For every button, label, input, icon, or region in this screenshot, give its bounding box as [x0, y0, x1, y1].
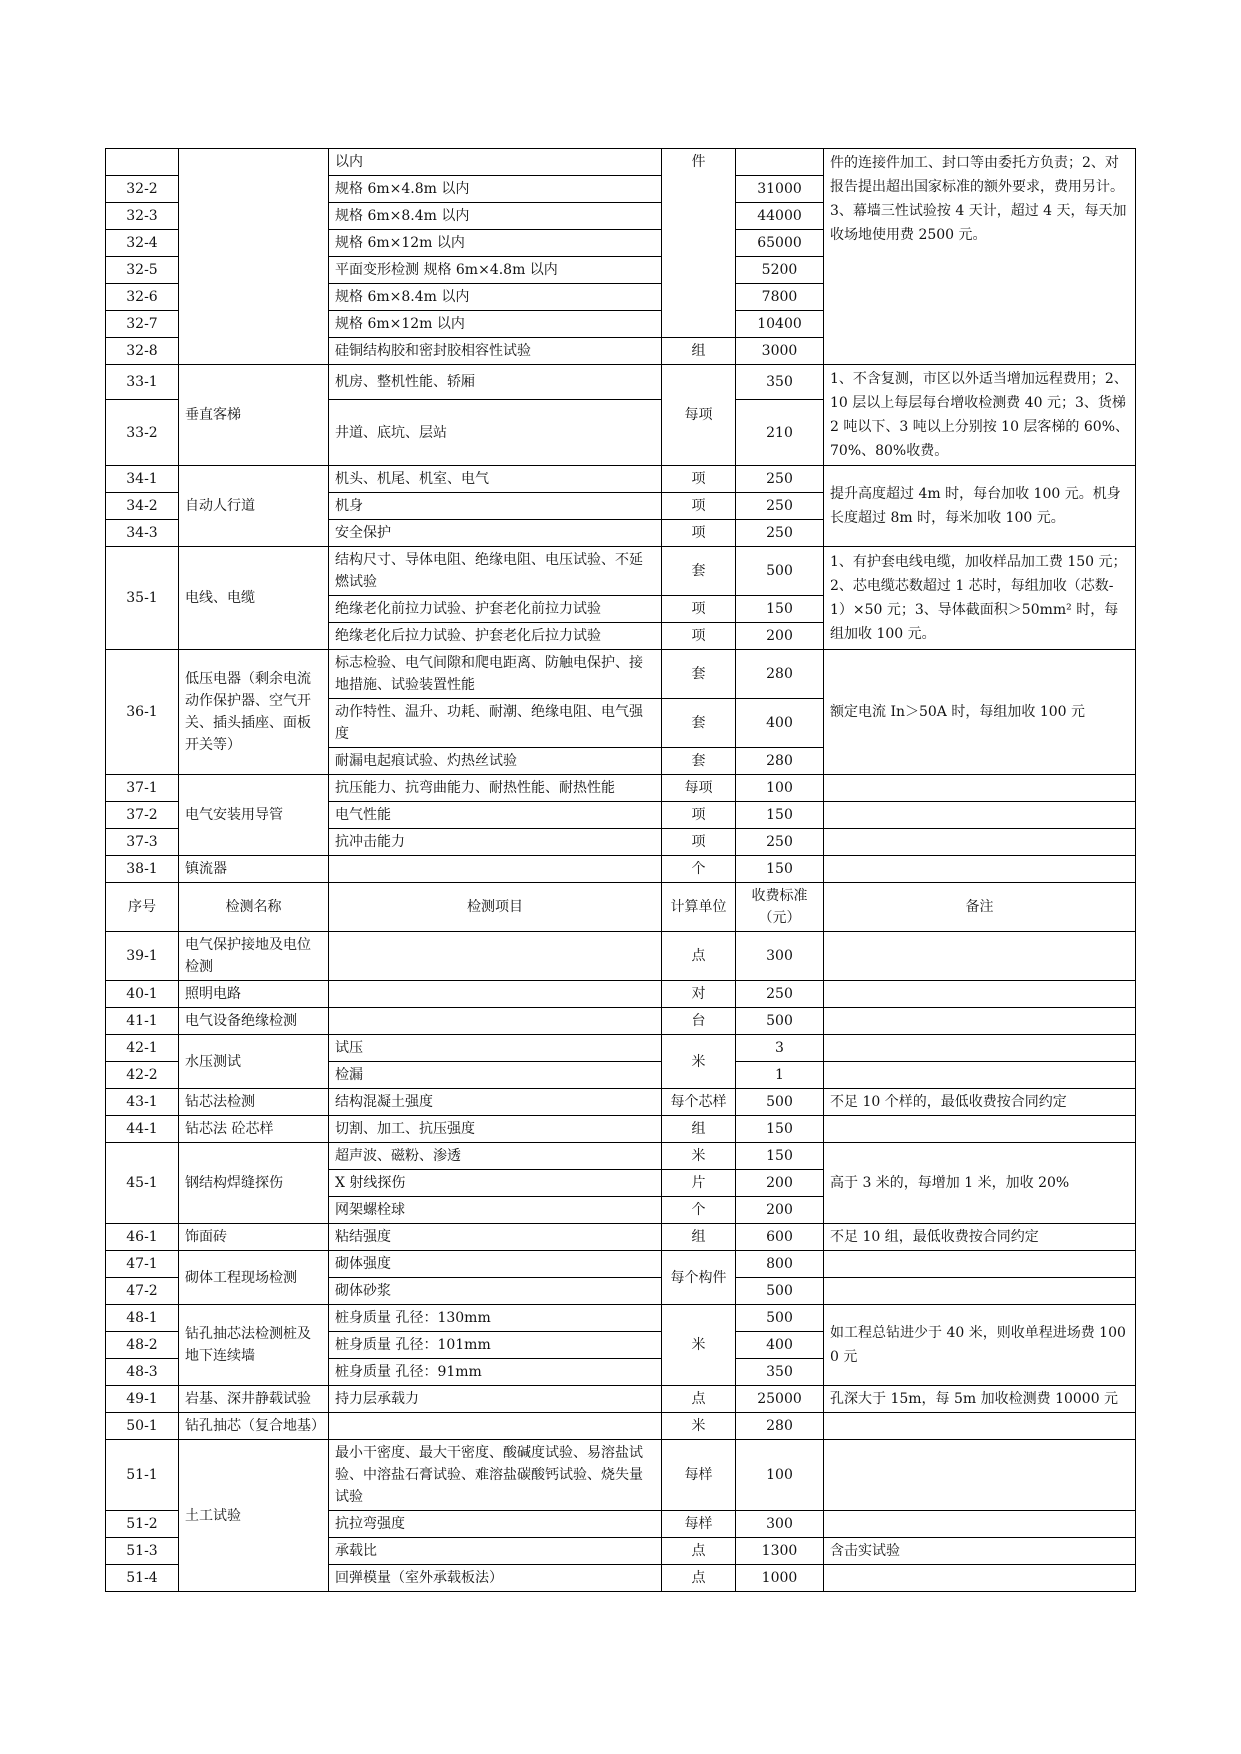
name-cell	[179, 149, 329, 365]
item-cell: 抗压能力、抗弯曲能力、耐热性能、耐热性能	[329, 775, 662, 802]
header-unit: 计算单位	[662, 883, 736, 932]
name-cell: 砌体工程现场检测	[179, 1251, 329, 1305]
remark-cell	[824, 1251, 1136, 1278]
remark-cell	[824, 829, 1136, 856]
seq-cell: 32-5	[106, 257, 179, 284]
seq-cell: 44-1	[106, 1116, 179, 1143]
item-cell: 试压	[329, 1035, 662, 1062]
table-row	[106, 1305, 1136, 1332]
unit-cell: 项	[662, 802, 736, 829]
item-cell: 安全保护	[329, 520, 662, 547]
table-row	[106, 1224, 1136, 1251]
table-row	[106, 1089, 1136, 1116]
fee-cell: 5200	[736, 257, 824, 284]
header-seq: 序号	[106, 883, 179, 932]
remark-cell: 件的连接件加工、封口等由委托方负责；2、对报告提出超出国家标准的额外要求，费用另计。3、幕墙三性试验按 4 天计，超过 4 天，每天加收场地使用费 2500 元。	[824, 149, 1136, 365]
unit-cell: 套	[662, 748, 736, 775]
fee-cell: 3000	[736, 338, 824, 365]
item-cell: 粘结强度	[329, 1224, 662, 1251]
fee-cell: 250	[736, 493, 824, 520]
seq-cell: 34-2	[106, 493, 179, 520]
item-cell: 抗冲击能力	[329, 829, 662, 856]
item-cell	[329, 1413, 662, 1440]
item-cell: 规格 6m×12m 以内	[329, 311, 662, 338]
fee-cell	[736, 149, 824, 176]
fee-cell: 250	[736, 829, 824, 856]
seq-cell: 33-2	[106, 400, 179, 466]
unit-cell: 项	[662, 466, 736, 493]
item-cell	[329, 981, 662, 1008]
name-cell: 电气设备绝缘检测	[179, 1008, 329, 1035]
unit-cell: 片	[662, 1170, 736, 1197]
remark-cell	[824, 1062, 1136, 1089]
unit-cell: 项	[662, 493, 736, 520]
unit-cell: 点	[662, 1386, 736, 1413]
fee-cell: 500	[736, 547, 824, 596]
fee-cell: 3	[736, 1035, 824, 1062]
remark-cell: 额定电流 In＞50A 时，每组加收 100 元	[824, 650, 1136, 775]
remark-cell: 含击实试验	[824, 1538, 1136, 1565]
table-row	[106, 932, 1136, 981]
item-cell: 检漏	[329, 1062, 662, 1089]
fee-cell: 250	[736, 466, 824, 493]
table-row	[106, 1386, 1136, 1413]
table-row	[106, 1116, 1136, 1143]
item-cell: 硅铜结构胶和密封胶相容性试验	[329, 338, 662, 365]
fee-cell: 65000	[736, 230, 824, 257]
name-cell: 水压测试	[179, 1035, 329, 1089]
name-cell: 钻芯法检测	[179, 1089, 329, 1116]
item-cell: 以内	[329, 149, 662, 176]
table-row	[106, 1251, 1136, 1278]
remark-cell: 提升高度超过 4m 时，每台加收 100 元。机身长度超过 8m 时，每米加收 100 元。	[824, 466, 1136, 547]
unit-cell: 套	[662, 699, 736, 748]
seq-cell: 45-1	[106, 1143, 179, 1224]
table-row	[106, 775, 1136, 802]
table-row	[106, 466, 1136, 493]
fee-cell: 500	[736, 1305, 824, 1332]
name-cell: 低压电器（剩余电流动作保护器、空气开关、插头插座、面板开关等）	[179, 650, 329, 775]
fee-cell: 200	[736, 623, 824, 650]
fee-cell: 31000	[736, 176, 824, 203]
remark-cell	[824, 802, 1136, 829]
fee-cell: 44000	[736, 203, 824, 230]
seq-cell: 36-1	[106, 650, 179, 775]
table-row	[106, 856, 1136, 883]
header-name: 检测名称	[179, 883, 329, 932]
seq-cell: 37-3	[106, 829, 179, 856]
header-remark: 备注	[824, 883, 1136, 932]
fee-cell: 350	[736, 365, 824, 400]
seq-cell: 48-3	[106, 1359, 179, 1386]
unit-cell: 套	[662, 547, 736, 596]
seq-cell	[106, 149, 179, 176]
seq-cell: 51-2	[106, 1511, 179, 1538]
fee-cell: 1	[736, 1062, 824, 1089]
fee-cell: 280	[736, 1413, 824, 1440]
seq-cell: 46-1	[106, 1224, 179, 1251]
item-cell: 超声波、磁粉、渗透	[329, 1143, 662, 1170]
fee-cell: 800	[736, 1251, 824, 1278]
unit-cell: 组	[662, 1116, 736, 1143]
item-cell: 持力层承载力	[329, 1386, 662, 1413]
remark-cell	[824, 1511, 1136, 1538]
seq-cell: 42-2	[106, 1062, 179, 1089]
unit-cell: 套	[662, 650, 736, 699]
remark-cell: 不足 10 个样的，最低收费按合同约定	[824, 1089, 1136, 1116]
fee-cell: 10400	[736, 311, 824, 338]
unit-cell: 项	[662, 596, 736, 623]
fee-cell: 400	[736, 699, 824, 748]
table-row	[106, 1035, 1136, 1062]
item-cell	[329, 932, 662, 981]
remark-cell: 如工程总钻进少于 40 米，则收单程进场费 1000 元	[824, 1305, 1136, 1386]
fee-cell: 500	[736, 1008, 824, 1035]
item-cell: 规格 6m×12m 以内	[329, 230, 662, 257]
table-row	[106, 1143, 1136, 1170]
item-cell: 井道、底坑、层站	[329, 400, 662, 466]
fee-cell: 350	[736, 1359, 824, 1386]
fee-cell: 150	[736, 802, 824, 829]
item-cell: 承载比	[329, 1538, 662, 1565]
seq-cell: 37-2	[106, 802, 179, 829]
seq-cell: 48-2	[106, 1332, 179, 1359]
name-cell: 照明电路	[179, 981, 329, 1008]
item-cell: 桩身质量 孔径：130mm	[329, 1305, 662, 1332]
remark-cell	[824, 1116, 1136, 1143]
name-cell: 电气安装用导管	[179, 775, 329, 856]
seq-cell: 32-6	[106, 284, 179, 311]
seq-cell: 32-7	[106, 311, 179, 338]
seq-cell: 35-1	[106, 547, 179, 650]
unit-cell: 米	[662, 1035, 736, 1089]
seq-cell: 34-3	[106, 520, 179, 547]
item-cell: 机头、机尾、机室、电气	[329, 466, 662, 493]
seq-cell: 32-8	[106, 338, 179, 365]
item-cell: 结构混凝土强度	[329, 1089, 662, 1116]
unit-cell: 米	[662, 1305, 736, 1386]
item-cell: 回弹模量（室外承载板法）	[329, 1565, 662, 1592]
unit-cell: 每项	[662, 775, 736, 802]
fee-cell: 150	[736, 1116, 824, 1143]
fee-cell: 250	[736, 520, 824, 547]
name-cell: 垂直客梯	[179, 365, 329, 466]
remark-cell	[824, 1008, 1136, 1035]
unit-cell: 项	[662, 623, 736, 650]
name-cell: 岩基、深井静载试验	[179, 1386, 329, 1413]
table-row	[106, 149, 1136, 176]
item-cell: 结构尺寸、导体电阻、绝缘电阻、电压试验、不延燃试验	[329, 547, 662, 596]
item-cell: 绝缘老化后拉力试验、护套老化后拉力试验	[329, 623, 662, 650]
unit-cell: 对	[662, 981, 736, 1008]
fee-cell: 280	[736, 748, 824, 775]
unit-cell: 组	[662, 338, 736, 365]
fee-cell: 280	[736, 650, 824, 699]
table-row	[106, 1440, 1136, 1511]
fee-cell: 300	[736, 932, 824, 981]
unit-cell: 项	[662, 829, 736, 856]
unit-cell: 每样	[662, 1440, 736, 1511]
seq-cell: 49-1	[106, 1386, 179, 1413]
seq-cell: 40-1	[106, 981, 179, 1008]
unit-cell: 点	[662, 1565, 736, 1592]
fee-table	[105, 148, 1136, 1592]
fee-cell: 250	[736, 981, 824, 1008]
name-cell: 自动人行道	[179, 466, 329, 547]
name-cell: 钻孔抽芯法检测桩及地下连续墙	[179, 1305, 329, 1386]
name-cell: 电线、电缆	[179, 547, 329, 650]
item-cell: 电气性能	[329, 802, 662, 829]
remark-cell: 高于 3 米的，每增加 1 米，加收 20%	[824, 1143, 1136, 1224]
remark-cell	[824, 932, 1136, 981]
header-fee: 收费标准（元）	[736, 883, 824, 932]
unit-cell: 每个芯样	[662, 1089, 736, 1116]
unit-cell: 米	[662, 1143, 736, 1170]
fee-cell: 1000	[736, 1565, 824, 1592]
table-row	[106, 981, 1136, 1008]
unit-cell: 个	[662, 1197, 736, 1224]
remark-cell: 1、不含复测，市区以外适当增加远程费用；2、10 层以上每层每台增收检测费 40 元；3、货梯 2 吨以下、3 吨以上分别按 10 层客梯的 60%、70%、80%收费。	[824, 365, 1136, 466]
name-cell: 钻芯法 砼芯样	[179, 1116, 329, 1143]
remark-cell: 孔深大于 15m，每 5m 加收检测费 10000 元	[824, 1386, 1136, 1413]
item-cell: 最小干密度、最大干密度、酸碱度试验、易溶盐试验、中溶盐石膏试验、难溶盐碳酸钙试验、烧失量试验	[329, 1440, 662, 1511]
name-cell: 电气保护接地及电位检测	[179, 932, 329, 981]
unit-cell: 台	[662, 1008, 736, 1035]
item-cell: 桩身质量 孔径：101mm	[329, 1332, 662, 1359]
fee-cell: 100	[736, 1440, 824, 1511]
fee-cell: 150	[736, 856, 824, 883]
seq-cell: 32-4	[106, 230, 179, 257]
item-cell: 平面变形检测 规格 6m×4.8m 以内	[329, 257, 662, 284]
name-cell: 饰面砖	[179, 1224, 329, 1251]
seq-cell: 33-1	[106, 365, 179, 400]
unit-cell: 每样	[662, 1511, 736, 1538]
unit-cell: 每个构件	[662, 1251, 736, 1305]
item-cell: 砌体砂浆	[329, 1278, 662, 1305]
item-cell: 绝缘老化前拉力试验、护套老化前拉力试验	[329, 596, 662, 623]
item-cell	[329, 856, 662, 883]
seq-cell: 47-2	[106, 1278, 179, 1305]
fee-cell: 300	[736, 1511, 824, 1538]
item-cell: 砌体强度	[329, 1251, 662, 1278]
table-header-row	[106, 883, 1136, 932]
fee-cell: 200	[736, 1197, 824, 1224]
unit-cell: 项	[662, 520, 736, 547]
remark-cell	[824, 775, 1136, 802]
item-cell: 抗拉弯强度	[329, 1511, 662, 1538]
seq-cell: 50-1	[106, 1413, 179, 1440]
fee-cell: 7800	[736, 284, 824, 311]
unit-cell: 每项	[662, 365, 736, 466]
fee-cell: 500	[736, 1278, 824, 1305]
fee-schedule-page	[105, 148, 1136, 1592]
fee-cell: 600	[736, 1224, 824, 1251]
remark-cell: 不足 10 组，最低收费按合同约定	[824, 1224, 1136, 1251]
name-cell: 镇流器	[179, 856, 329, 883]
remark-cell	[824, 1278, 1136, 1305]
seq-cell: 41-1	[106, 1008, 179, 1035]
remark-cell	[824, 1413, 1136, 1440]
unit-cell: 个	[662, 856, 736, 883]
seq-cell: 42-1	[106, 1035, 179, 1062]
fee-cell: 1300	[736, 1538, 824, 1565]
unit-cell: 件	[662, 149, 736, 338]
seq-cell: 39-1	[106, 932, 179, 981]
seq-cell: 43-1	[106, 1089, 179, 1116]
item-cell: 机房、整机性能、轿厢	[329, 365, 662, 400]
fee-cell: 400	[736, 1332, 824, 1359]
seq-cell: 51-1	[106, 1440, 179, 1511]
table-row	[106, 547, 1136, 596]
fee-cell: 100	[736, 775, 824, 802]
unit-cell: 组	[662, 1224, 736, 1251]
seq-cell: 51-4	[106, 1565, 179, 1592]
item-cell: 标志检验、电气间隙和爬电距离、防触电保护、接地措施、试验装置性能	[329, 650, 662, 699]
item-cell: 规格 6m×4.8m 以内	[329, 176, 662, 203]
table-row	[106, 1413, 1136, 1440]
remark-cell	[824, 1565, 1136, 1592]
remark-cell	[824, 1035, 1136, 1062]
fee-cell: 150	[736, 1143, 824, 1170]
fee-cell: 500	[736, 1089, 824, 1116]
seq-cell: 34-1	[106, 466, 179, 493]
item-cell: 切割、加工、抗压强度	[329, 1116, 662, 1143]
fee-cell: 150	[736, 596, 824, 623]
remark-cell	[824, 856, 1136, 883]
fee-cell: 200	[736, 1170, 824, 1197]
seq-cell: 32-2	[106, 176, 179, 203]
seq-cell: 47-1	[106, 1251, 179, 1278]
unit-cell: 米	[662, 1413, 736, 1440]
unit-cell: 点	[662, 932, 736, 981]
item-cell: 耐漏电起痕试验、灼热丝试验	[329, 748, 662, 775]
seq-cell: 32-3	[106, 203, 179, 230]
seq-cell: 48-1	[106, 1305, 179, 1332]
item-cell: 桩身质量 孔径：91mm	[329, 1359, 662, 1386]
item-cell: 规格 6m×8.4m 以内	[329, 284, 662, 311]
item-cell: X 射线探伤	[329, 1170, 662, 1197]
item-cell: 机身	[329, 493, 662, 520]
name-cell: 钢结构焊缝探伤	[179, 1143, 329, 1224]
remark-cell	[824, 981, 1136, 1008]
item-cell: 网架螺栓球	[329, 1197, 662, 1224]
table-row	[106, 650, 1136, 699]
item-cell: 动作特性、温升、功耗、耐潮、绝缘电阻、电气强度	[329, 699, 662, 748]
seq-cell: 51-3	[106, 1538, 179, 1565]
seq-cell: 38-1	[106, 856, 179, 883]
header-item: 检测项目	[329, 883, 662, 932]
fee-cell: 210	[736, 400, 824, 466]
remark-cell	[824, 1440, 1136, 1511]
name-cell: 钻孔抽芯（复合地基）	[179, 1413, 329, 1440]
seq-cell: 37-1	[106, 775, 179, 802]
name-cell: 土工试验	[179, 1440, 329, 1592]
item-cell: 规格 6m×8.4m 以内	[329, 203, 662, 230]
table-row	[106, 365, 1136, 400]
fee-cell: 25000	[736, 1386, 824, 1413]
item-cell	[329, 1008, 662, 1035]
table-row	[106, 1008, 1136, 1035]
unit-cell: 点	[662, 1538, 736, 1565]
remark-cell: 1、有护套电线电缆，加收样品加工费 150 元；2、芯电缆芯数超过 1 芯时，每组加收（芯数-1）×50 元；3、导体截面积＞50mm² 时，每组加收 100 元。	[824, 547, 1136, 650]
